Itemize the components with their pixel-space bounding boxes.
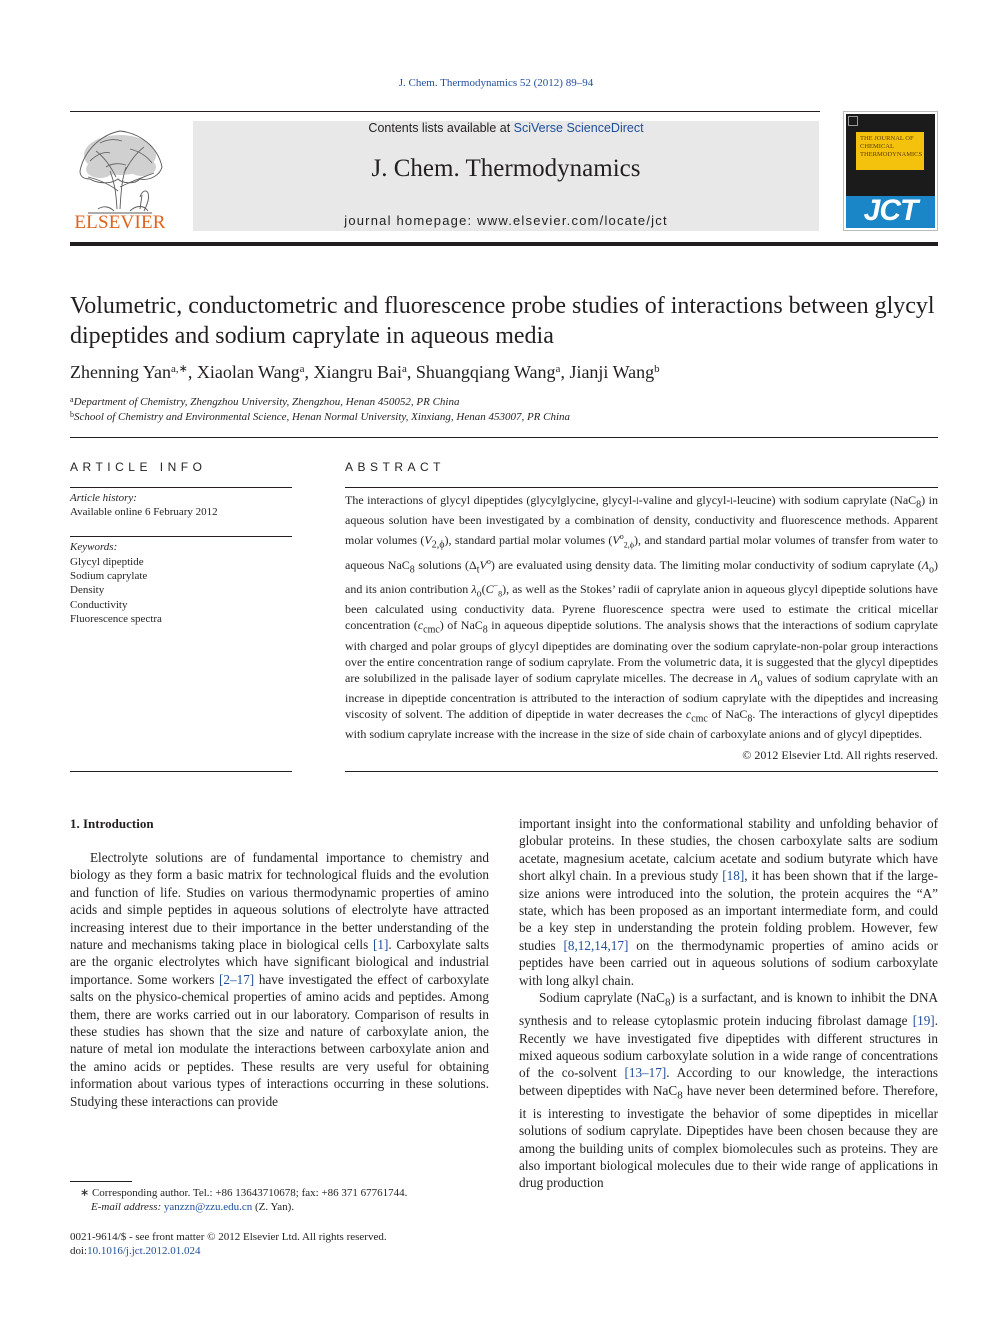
abstract-bottom-rule <box>345 771 938 772</box>
keywords-rule <box>70 536 292 537</box>
keyword-list <box>70 555 162 626</box>
affiliation-divider <box>70 437 938 438</box>
article-info-heading: ARTICLE INFO <box>70 460 207 474</box>
affiliation-b <box>70 410 938 423</box>
email-link[interactable]: yanzzn@zzu.edu.cn <box>163 1201 253 1213</box>
keyword-item: Sodium caprylate <box>70 570 148 583</box>
author-affiliation-mark[interactable]: a,∗ <box>171 363 188 375</box>
author-name[interactable]: Zhenning Yan <box>70 362 172 382</box>
journal-homepage <box>193 213 819 228</box>
author-name[interactable]: Jianji Wang <box>569 362 655 382</box>
copyright-notice: © 2012 Elsevier Ltd. All rights reserved. <box>742 748 938 762</box>
author-affiliation-mark[interactable]: a <box>555 363 561 375</box>
reference-link[interactable]: [1] <box>372 937 389 953</box>
header-rule-bottom <box>70 242 938 246</box>
contents-prefix: Contents lists available at <box>368 121 514 135</box>
cover-mark-icon <box>848 116 858 126</box>
reference-link[interactable]: [18] <box>722 868 745 884</box>
contents-available-line <box>193 121 819 135</box>
author-list: Zhenning Yan$^{a,∗}$, Xiaolan Wang$^a$, Xiangru Bai$^a$, Shuangqiang Wang$^a$, Jianji Wang$^b$ <box>70 362 660 382</box>
article-title: Volumetric, conductometric and fluorescence probe studies of interactions between glycyl dipeptides and sodium caprylate in aqueous media <box>70 293 935 349</box>
affiliation-text: School of Chemistry and Environmental Science, Henan Normal University, Xinxiang, Henan 453007, PR China <box>74 411 571 423</box>
keyword-item: Glycyl dipeptide <box>70 556 144 568</box>
keyword-item: Fluorescence spectra <box>70 612 162 625</box>
body-paragraph: important insight into the conformational stability and unfolding behavior of globular proteins. In these studies, the chosen carboxylate salts are sodium acetate, magnesium acetate, calcium acetate and sodium butyrate which have short alkyl chain. In a previous study [18], it has been shown that if the large-size anions were introduced into the solution, the protein acquires the “A” state, which has been proposed as an important intermediate form, and could be a key step in understanding the protein folding problem. However, few studies [8,12,14,17] on the thermodynamic properties of amino acids or peptides have been carried out in aqueous solutions of sodium carboxylate with long alkyl chain. <box>519 816 938 988</box>
doi-link[interactable]: 10.1016/j.jct.2012.01.024 <box>87 1245 201 1257</box>
reference-link[interactable]: [19] <box>912 1013 935 1029</box>
author-name[interactable]: Xiangru Bai <box>313 362 402 382</box>
journal-title: J. Chem. Thermodynamics <box>371 155 641 182</box>
body-paragraph: Sodium caprylate (NaC$_8$) is a surfactant, and is known to inhibit the DNA synthesis and to release cytoplasmic protein inducing fibrolast damage [19]. Recently we have investigated five dipeptides with different structures in mixed aqueous sodium carboxylate solution in a wide range of concentrations of the co-solvent [13–17]. According to our knowledge, the interactions between dipeptides with NaC$_8$ have never been determined before. Therefore, it is interesting to investigate the behavior of some dipeptides in micellar solutions of sodium caprylate. Dipeptides have been chosen because they are among the building units of complex biomolecules such as proteins. They are also important biological molecules due to their wide range of applications in drug production <box>519 990 939 1191</box>
author-affiliation-mark[interactable]: a <box>401 363 407 375</box>
reference-link[interactable]: [2–17] <box>219 971 255 987</box>
abstract-heading: ABSTRACT <box>345 460 446 474</box>
elsevier-wordmark: ELSEVIER <box>74 212 166 233</box>
author-name[interactable]: Xiaolan Wang <box>196 362 300 382</box>
article-info-bottom-rule <box>70 771 292 772</box>
homepage-link[interactable]: www.elsevier.com/locate/jct <box>477 213 668 228</box>
issn-line: 0021-9614/$ - see front matter © 2012 Elsevier Ltd. All rights reserved. <box>70 1231 387 1243</box>
affiliation-mark: b <box>70 410 74 419</box>
cover-jct-logo: JCT <box>863 194 918 227</box>
journal-cover-thumbnail[interactable] <box>843 111 938 231</box>
author-affiliation-mark[interactable]: b <box>654 363 660 375</box>
history-label: Article history: <box>70 492 137 504</box>
keywords-label: Keywords: <box>70 541 118 553</box>
body-column-left: Electrolyte solutions are of fundamental importance to chemistry and biology as they form a basic matrix for technological fluids and the evolution and function of life. Studies on various thermodynamic properties of amino acids and simple peptides in aqueous solutions of electrolyte have attracted increasing interest due to their importance in the better understanding of the nature and mechanisms taking place in biological cells [1]. Carboxylate salts are the organic electrolytes which have significant biological and industrial importance. Some workers [2–17] have investigated the effect of carboxylate salts on the physico-chemical properties of amino acids and peptides. Among them, there are works carried out in our laboratory. Comparison of results in these studies has shown that the size and nature of carboxylate anion, the nature of metal ion modulate the interactions between carboxylate anion and the amino acids or peptides. These results are very useful for obtaining information about various types of interactions occurring in these solutions. Studying these interactions can provide <box>70 850 489 1109</box>
keyword-item: Density <box>70 584 105 597</box>
keyword-item: Conductivity <box>70 598 128 611</box>
history-value: Available online 6 February 2012 <box>70 506 218 518</box>
reference-link[interactable]: [13–17] <box>624 1065 667 1081</box>
affiliation-text: Department of Chemistry, Zhengzhou University, Zhengzhou, Henan 450052, PR China <box>73 396 460 408</box>
section-heading-introduction: 1. Introduction <box>70 816 154 831</box>
body-column-right <box>519 815 938 1192</box>
reference-link[interactable]: [8,12,14,17] <box>563 937 629 953</box>
sciencedirect-link[interactable]: SciVerse ScienceDirect <box>513 121 644 135</box>
affiliation-mark: a <box>70 395 74 404</box>
article-info-rule <box>70 487 292 488</box>
homepage-prefix: journal homepage: <box>344 213 478 228</box>
cover-title-block: THE JOURNAL OF CHEMICAL THERMODYNAMICS <box>856 132 924 170</box>
journal-citation[interactable]: J. Chem. Thermodynamics 52 (2012) 89–94 <box>398 77 594 89</box>
abstract-text: The interactions of glycyl dipeptides (glycylglycine, glycyl-l-valine and glycyl-l-leucine) with sodium caprylate (NaC$_8$) in aqueous solution have been investigated by a combination of density, conductivity and fluorescence methods. Apparent molar volumes $(V_{2,\phi})$, standard partial molar volumes $(V^o_{2,\phi})$, and standard partial molar volumes of transfer from water to aqueous NaC$_8$ solutions $(\Delta_tV^o)$ are evaluated using density data. The limiting molar conductivity of sodium caprylate $(\Lambda_o)$ and its anion contribution $\lambda_o(C^-_8)$, as well as the Stokes’ radii of caprylate anion in aqueous glycyl dipeptide solutions have been calculated using conductivity data. Pyrene fluorescence spectra were used to estimate the critical micellar concentration $(c_{cmc})$ of NaC$_8$ in aqueous dipeptide solutions. The analysis shows that the interactions of sodium caprylate with charged and polar groups of glycyl dipeptides are dominating over the sodium caprylate-non-polar group interactions over the entire concentration range of sodium caprylate. From the volumetric data, it is suggested that the glycyl dipeptides are solubilized in the palisade layer of sodium caprylate micelles. The decrease in $\Lambda_o$ values of sodium caprylate with an increase in dipeptide concentration is attributed to the interaction of sodium caprylate with the dipeptides and increasing viscosity of solvent. The addition of dipeptide in water decreases the $c_{cmc}$ of NaC$_8$. The interactions of glycyl dipeptides with sodium caprylate increase with the increase in the size of side chain of carboxylate anions and of glycyl dipeptides. <box>345 493 939 742</box>
author-name[interactable]: Shuangqiang Wang <box>415 362 556 382</box>
doi-line: doi:10.1016/j.jct.2012.01.024 <box>70 1245 201 1257</box>
affiliation-a <box>70 395 938 408</box>
footnote-rule <box>70 1181 132 1182</box>
header-rule-top <box>70 111 820 112</box>
abstract-rule <box>345 487 938 488</box>
author-affiliation-mark[interactable]: a <box>299 363 305 375</box>
email-note: E-mail address: yanzzn@zzu.edu.cn (Z. Yan). <box>91 1201 295 1213</box>
corresponding-author-note: ∗ Corresponding author. Tel.: +86 13643710678; fax: +86 371 67761744. <box>80 1187 408 1199</box>
